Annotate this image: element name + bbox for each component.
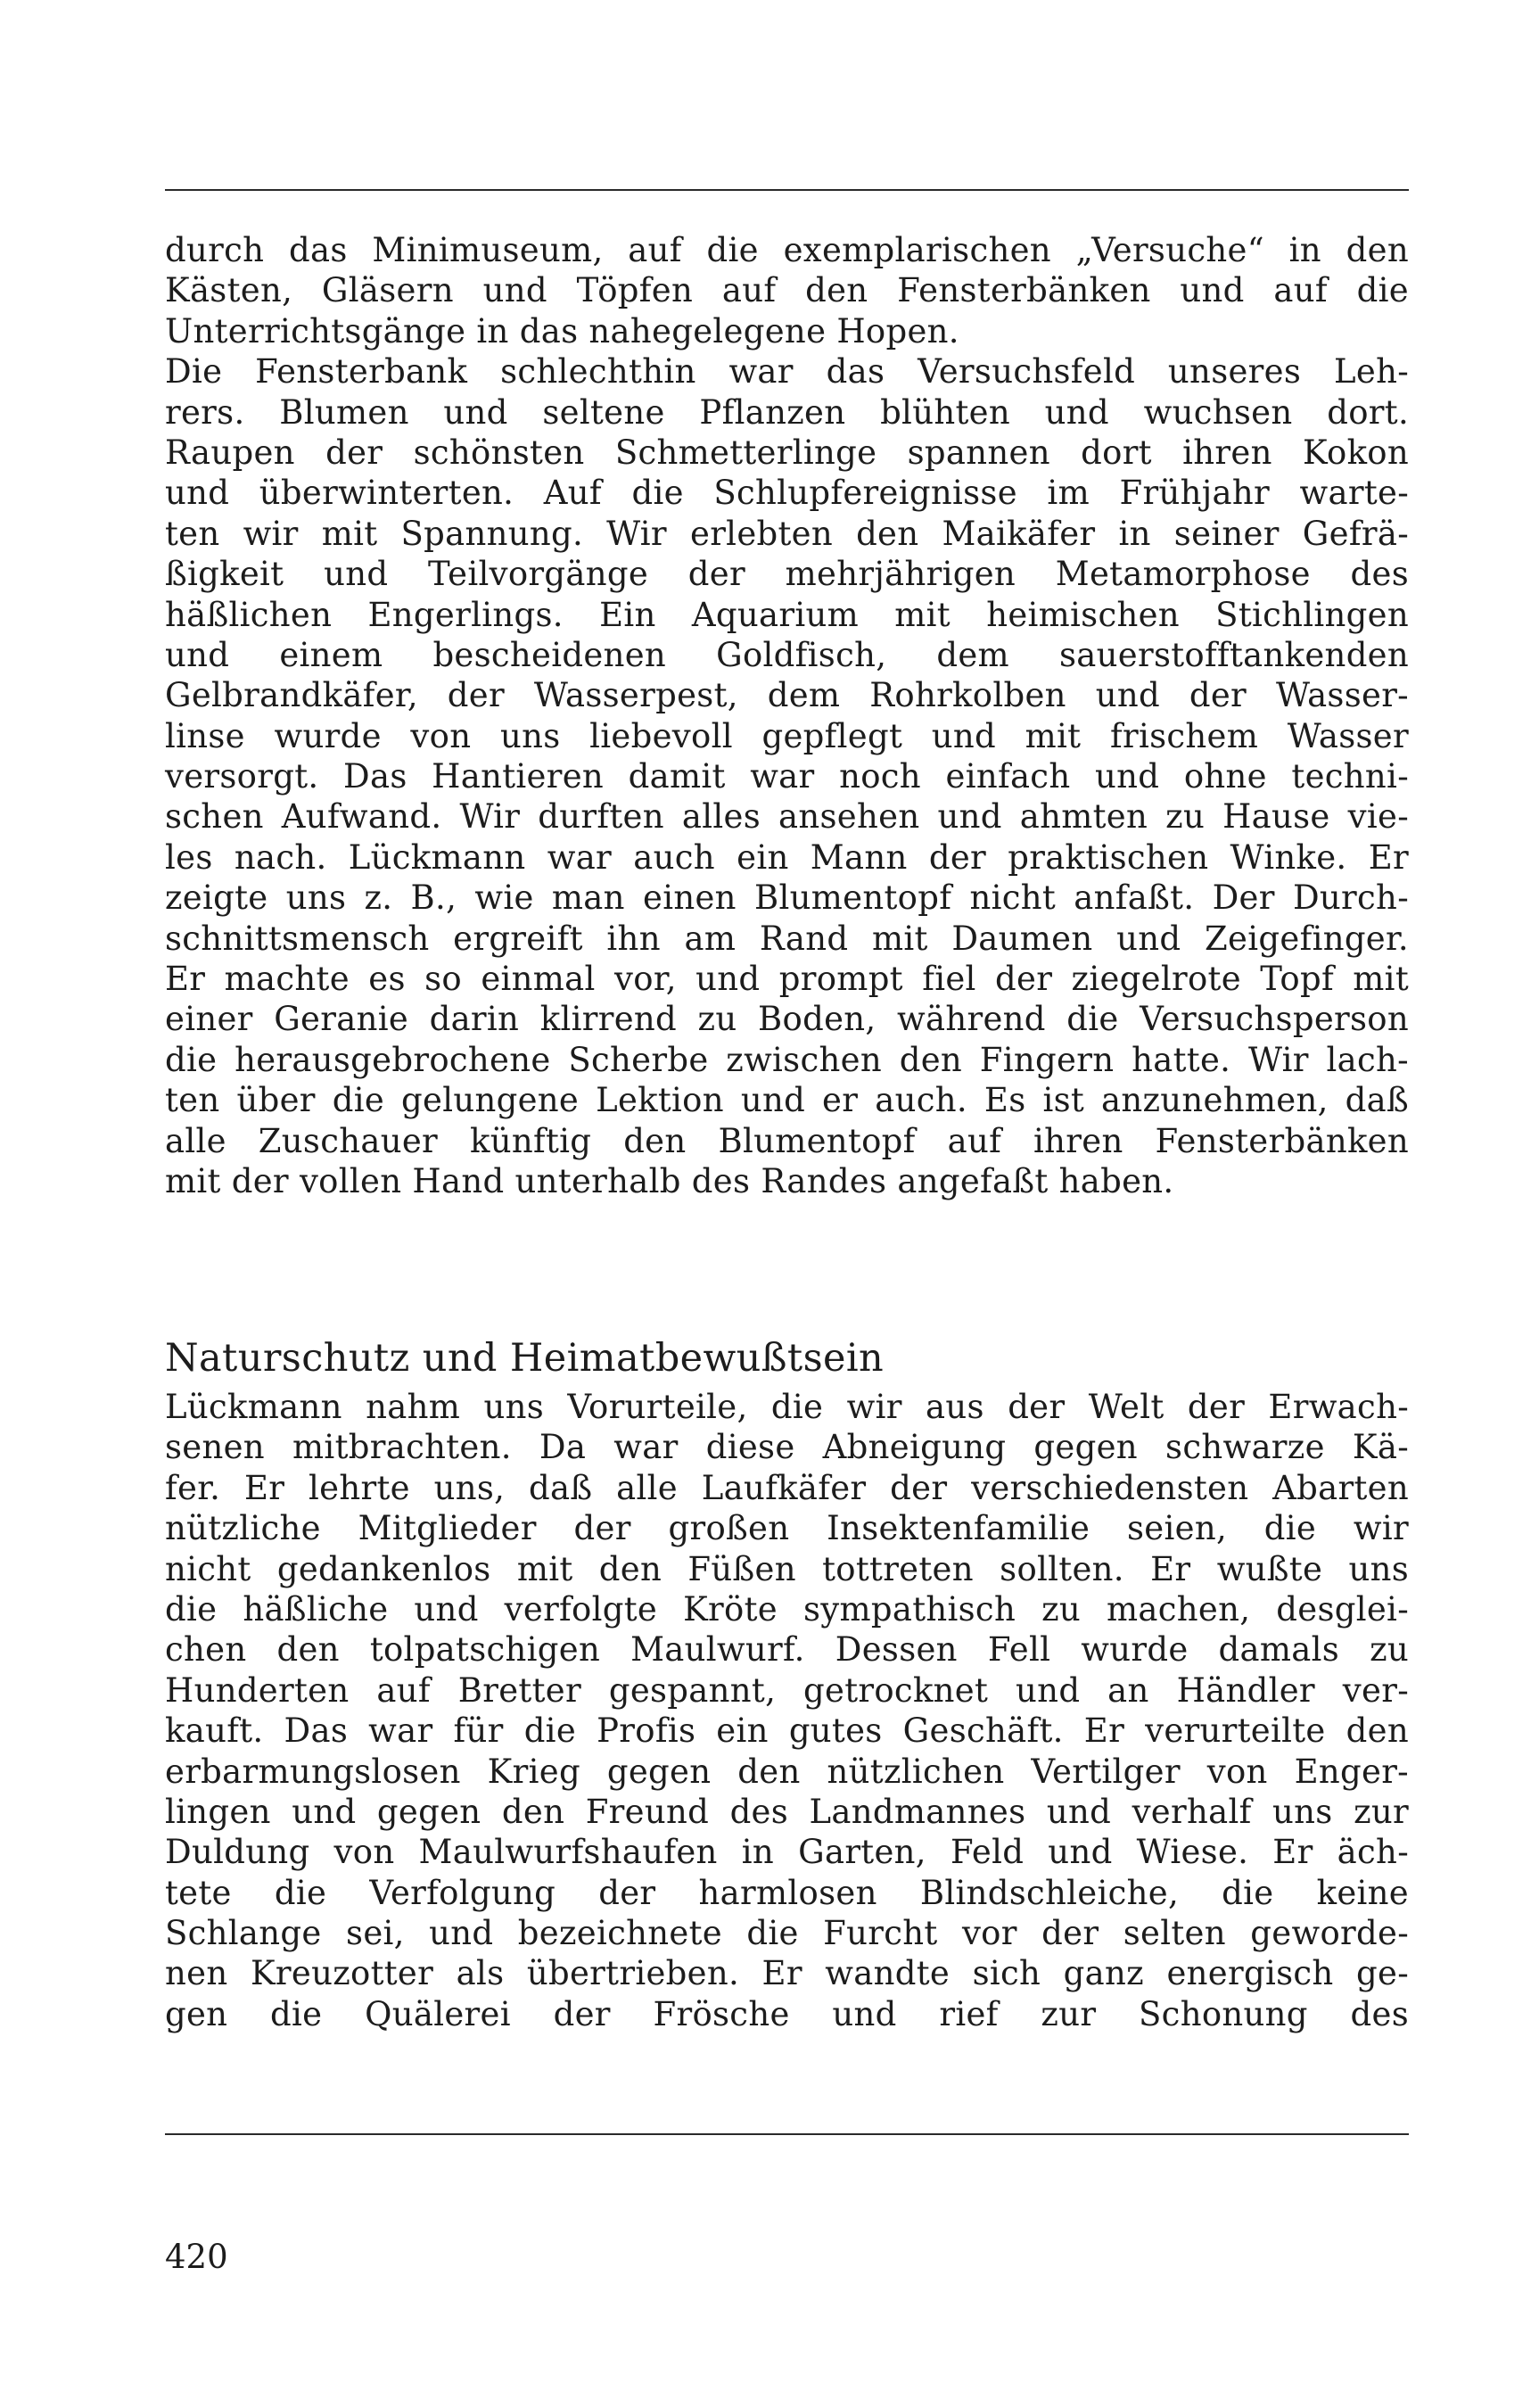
text-line: Raupen der schönsten Schmetterlinge spannen dort ihren Kokon xyxy=(165,433,1409,472)
text-line: tete die Verfolgung der harmlosen Blindschleiche, die keine xyxy=(165,1873,1409,1912)
text-line: Hunderten auf Bretter gespannt, getrocknet und an Händler ver- xyxy=(165,1670,1409,1710)
text-line: Lückmann nahm uns Vorurteile, die wir aus der Welt der Erwach- xyxy=(165,1388,1409,1426)
text-line: Die Fensterbank schlechthin war das Versuchsfeld unseres Leh- xyxy=(165,352,1409,392)
text-line: nicht gedankenlos mit den Füßen tottreten sollten. Er wußte uns xyxy=(165,1549,1409,1588)
text-line: Gelbrandkäfer, der Wasserpest, dem Rohrkolben und der Wasser- xyxy=(165,676,1409,715)
text-line: senen mitbrachten. Da war diese Abneigung gegen schwarze Kä- xyxy=(165,1428,1409,1467)
body-text-lower xyxy=(165,1387,1409,2034)
text-line: versorgt. Das Hantieren damit war noch einfach und ohne techni- xyxy=(165,757,1409,796)
text-line: und einem bescheidenen Goldfisch, dem sauerstofftankenden xyxy=(165,635,1409,674)
text-line: lingen und gegen den Freund des Landmannes und verhalf uns zur xyxy=(165,1792,1409,1831)
text-line: und überwinterten. Auf die Schlupfereignisse im Frühjahr warte- xyxy=(165,474,1409,513)
text-line: ten über die gelungene Lektion und er auch. Es ist anzunehmen, daß xyxy=(165,1081,1409,1120)
text-line: ten wir mit Spannung. Wir erlebten den Maikäfer in seiner Gefrä- xyxy=(165,514,1409,553)
text-line: Schlange sei, und bezeichnete die Furcht vor der selten geworde- xyxy=(165,1914,1409,1953)
text-line: die häßliche und verfolgte Kröte sympathisch zu machen, desglei- xyxy=(165,1589,1409,1629)
text-line: fer. Er lehrte uns, daß alle Laufkäfer der verschiedensten Abarten xyxy=(165,1468,1409,1507)
page-number: 420 xyxy=(165,2238,228,2276)
text-line: alle Zuschauer künftig den Blumentopf auf ihren Fensterbänken xyxy=(165,1121,1409,1160)
text-line: durch das Minimuseum, auf die exemplarischen „Versuche“ in den xyxy=(165,231,1409,269)
text-line: gen die Quälerei der Frösche und rief zur Schonung des xyxy=(165,1994,1409,2033)
text-line: Er machte es so einmal vor, und prompt fiel der ziegelrote Topf mit xyxy=(165,960,1409,999)
text-line: kauft. Das war für die Profis ein gutes Geschäft. Er verurteilte den xyxy=(165,1711,1409,1751)
text-line: Kästen, Gläsern und Töpfen auf den Fensterbänken und auf die xyxy=(165,271,1409,310)
text-line: nützliche Mitglieder der großen Insektenfamilie seien, die wir xyxy=(165,1509,1409,1548)
text-line: erbarmungslosen Krieg gegen den nützlichen Vertilger von Enger- xyxy=(165,1752,1409,1791)
text-line: einer Geranie darin klirrend zu Boden, während die Versuchsperson xyxy=(165,1000,1409,1039)
section-heading: Naturschutz und Heimatbewußtsein xyxy=(165,1336,885,1381)
bottom-rule xyxy=(165,2133,1409,2135)
text-line: linse wurde von uns liebevoll gepflegt und mit frischem Wasser xyxy=(165,716,1409,755)
text-line: Unterrichtsgänge in das nahegelegene Hopen. xyxy=(165,311,959,350)
text-line: schnittsmensch ergreift ihn am Rand mit Daumen und Zeigefinger. xyxy=(165,919,1409,958)
text-line: rers. Blumen und seltene Pflanzen blühten und wuchsen dort. xyxy=(165,392,1409,432)
text-line: ßigkeit und Teilvorgänge der mehrjährigen Metamorphose des xyxy=(165,555,1409,594)
text-line: chen den tolpatschigen Maulwurf. Dessen Fell wurde damals zu xyxy=(165,1630,1409,1670)
text-line: schen Aufwand. Wir durften alles ansehen und ahmten zu Hause vie- xyxy=(165,797,1409,837)
text-line: Duldung von Maulwurfshaufen in Garten, Feld und Wiese. Er äch- xyxy=(165,1833,1409,1872)
text-line: nen Kreuzotter als übertrieben. Er wandte sich ganz energisch ge- xyxy=(165,1954,1409,1993)
text-line: zeigte uns z. B., wie man einen Blumentopf nicht anfaßt. Der Durch- xyxy=(165,878,1409,918)
text-line: les nach. Lückmann war auch ein Mann der praktischen Winke. Er xyxy=(165,837,1409,877)
body-text-upper xyxy=(165,230,1409,1201)
text-line: die herausgebrochene Scherbe zwischen den Fingern hatte. Wir lach- xyxy=(165,1040,1409,1079)
text-line: häßlichen Engerlings. Ein Aquarium mit heimischen Stichlingen xyxy=(165,595,1409,634)
top-rule xyxy=(165,189,1409,191)
text-line: mit der vollen Hand unterhalb des Randes angefaßt haben. xyxy=(165,1161,1174,1200)
